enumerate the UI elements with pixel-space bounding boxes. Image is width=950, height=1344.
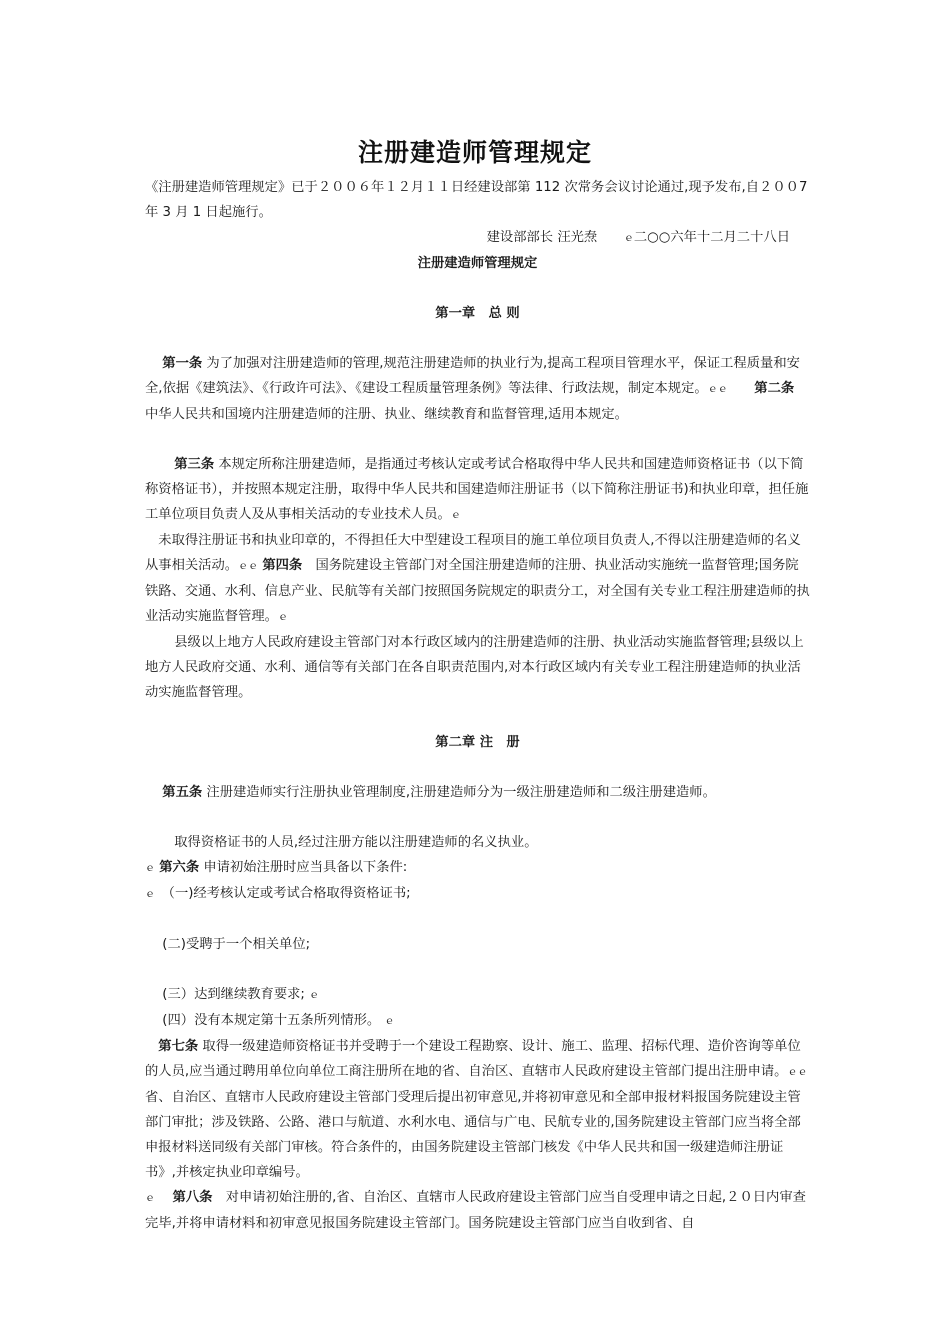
article-8-text: 对申请初始注册的,省、自治区、直辖市人民政府建设主管部门应当自受理申请之日起,２０日内审查完毕,并将申请材料和初审意见报国务院建设主管部门。国务院建设主管部门应当自收到省、自: [145, 1190, 806, 1231]
document-title: 注册建造师管理规定: [357, 138, 592, 167]
article-1-text: 为了加强对注册建造师的管理,规范注册建造师的执业行为,提高工程项目管理水平，保证工程质量和安全,依据《建筑法》、《行政许可法》、《建设工程质量管理条例》等法律、行政法规，制定本规定。: [145, 356, 800, 396]
article-6: [145, 855, 810, 881]
article-3-label: 第三条: [174, 457, 215, 472]
article-4-text: 国务院建设主管部门对全国注册建造师的注册、执业活动实施统一监督管理;国务院铁路、交通、水利、信息产业、民航等有关部门按照国务院规定的职责分工，对全国有关专业工程注册建造师的执业活动实施监督管理。: [145, 558, 810, 624]
paragraph-mark: ｅ: [277, 612, 288, 623]
article-7-text-2: 省、自治区、直辖市人民政府建设主管部门受理后提出初审意见,并将初审意见和全部申报材料报国务院建设主管部门审批；涉及铁路、公路、港口与航道、水利水电、通信与广电、民航专业的,国务院建设主管部门应当将全部申报材料送同级有关部门审核。符合条件的，由国务院建设主管部门核发《中华人民共和国一级建造师注册证书》,并核定执业印章编号。: [145, 1090, 801, 1180]
paragraph-mark: ｅｅ: [238, 561, 259, 572]
chapter-heading-1: 第一章 总 则: [435, 306, 520, 321]
paragraph-mark: ｅｅ: [707, 384, 728, 395]
article-6-item-1: [145, 881, 810, 907]
paragraph-mark: ｅｅ: [787, 1067, 808, 1078]
paragraph-mark: ｅ: [450, 510, 461, 521]
article-1: [145, 351, 810, 427]
paragraph-mark: ｅ: [145, 863, 155, 874]
article-3-paragraph-2: [145, 528, 810, 630]
item-1-text: （一)经考核认定或考试合格取得资格证书;: [168, 886, 411, 901]
article-7-text: 取得一级建造师资格证书并受聘于一个建设工程勘察、设计、施工、监理、招标代理、造价咨询等单位的人员,应当通过聘用单位向单位工商注册所在地的省、自治区、直辖市人民政府建设主管部门提出注册申请。: [145, 1039, 801, 1079]
article-7-label: 第七条: [158, 1039, 199, 1054]
signature-date: 二○○六年十二月二十八日: [633, 230, 790, 245]
paragraph-mark: ｅ: [384, 1016, 395, 1027]
article-3-text: 本规定所称注册建造师，是指通过考核认定或考试合格取得中华人民共和国建造师资格证书（以下简称资格证书），并按照本规定注册，取得中华人民共和国建造师注册证书（以下简称注册证书)和执业印章，担任施工单位项目负责人及从事相关活动的专业技术人员。: [145, 457, 809, 522]
article-5-label: 第五条: [162, 785, 203, 800]
article-6-item-4: [145, 1008, 810, 1034]
article-6-label: 第六条: [159, 860, 200, 875]
article-3-p2-text: 未取得注册证书和执业印章的，不得担任大中型建设工程项目的施工单位项目负责人,不得以注册建造师的名义从事相关活动。: [145, 533, 801, 573]
paragraph-mark: ｅ: [309, 990, 320, 1001]
article-6-item-3: [145, 982, 810, 1008]
article-2-label: 第二条: [754, 381, 795, 396]
article-3: [145, 452, 810, 528]
article-6-item-2: (二)受聘于一个相关单位;: [162, 937, 311, 952]
article-4-paragraph-2: 县级以上地方人民政府建设主管部门对本行政区域内的注册建造师的注册、执业活动实施监督管理;县级以上地方人民政府交通、水利、通信等有关部门在各自职责范围内,对本行政区域内有关专业工程注册建造师的执业活动实施监督管理。: [145, 635, 804, 700]
paragraph-mark: ｅ: [623, 233, 634, 244]
item-3-text: (三）达到继续教育要求;: [162, 987, 305, 1002]
paragraph-mark: ｅ: [145, 1193, 155, 1204]
article-5-text: 注册建造师实行注册执业管理制度,注册建造师分为一级注册建造师和二级注册建造师。: [202, 785, 716, 800]
article-1-label: 第一条: [162, 356, 203, 371]
signature-line: [145, 225, 810, 251]
article-4-label: 第四条: [262, 558, 303, 573]
document-body: [145, 175, 810, 1236]
article-8-label: 第八条: [172, 1190, 213, 1205]
article-6-text: 申请初始注册时应当具备以下条件:: [199, 860, 408, 875]
item-4-text: (四）没有本规定第十五条所列情形。: [162, 1013, 381, 1028]
signature-name: 建设部部长 汪光焘: [486, 230, 598, 245]
article-8: [145, 1185, 810, 1236]
article-2-text: 中华人民共和国境内注册建造师的注册、执业、继续教育和监督管理,适用本规定。: [145, 407, 628, 422]
article-5: [145, 780, 810, 805]
subtitle: 注册建造师管理规定: [417, 256, 538, 271]
article-5-paragraph-2: 取得资格证书的人员,经过注册方能以注册建造师的名义执业。: [174, 835, 538, 850]
article-7: [145, 1034, 810, 1185]
paragraph-mark: ｅ: [145, 889, 155, 900]
intro-paragraph: 《注册建造师管理规定》已于２００６年１２月１１日经建设部第 112 次常务会议讨论通过,现予发布,自２００7 年 3 月 1 日起施行。: [145, 180, 808, 220]
chapter-heading-2: 第二章 注 册: [435, 735, 520, 750]
